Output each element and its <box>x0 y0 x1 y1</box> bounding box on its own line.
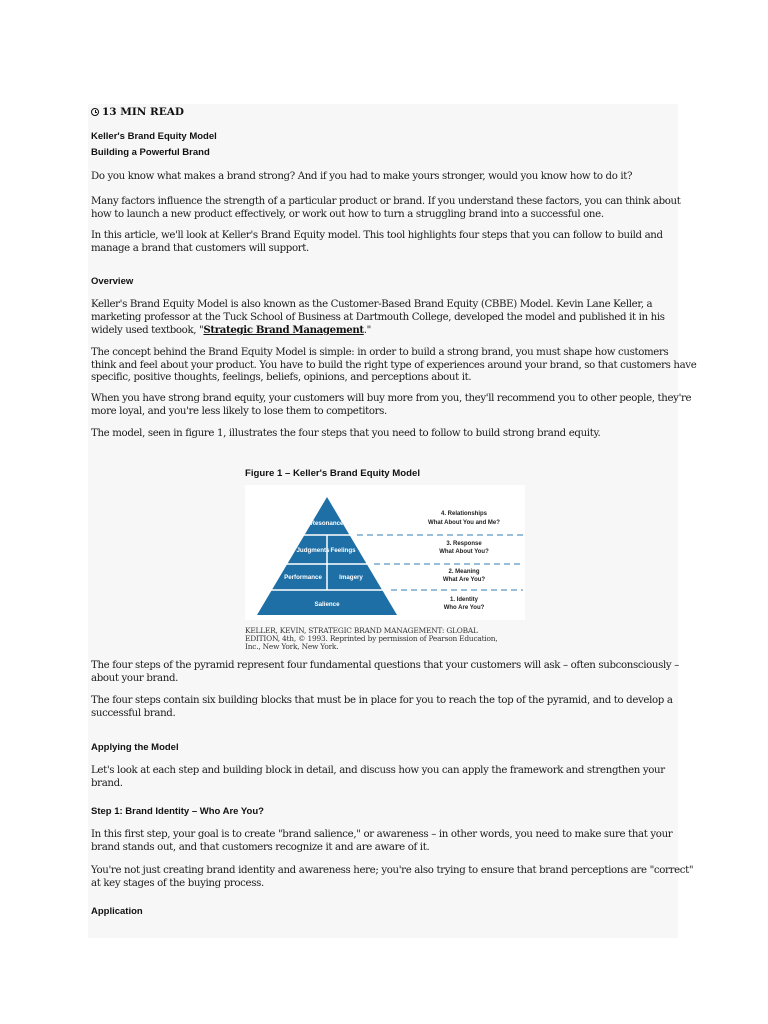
applying-paragraph: Let's look at each step and building block in detail, and discuss how you can apply the framework and strengthen your brand. <box>91 765 665 789</box>
after-figure-paragraph-2: The four steps contain six building blocks that must be in place for you to reach the top of the pyramid, and to develop a successful brand. <box>91 695 673 719</box>
applying-heading: Applying the Model <box>91 742 179 753</box>
overview-paragraph-1: Keller's Brand Equity Model is also known as the Customer-Based Brand Equity (CBBE) Model. Kevin Lane Keller, a marketing professor at the Tuck School of Business at Dartmouth College, developed the model and published it in his widely used textbook, "Strategic Brand Management." <box>91 299 665 336</box>
overview-paragraph-3: When you have strong brand equity, your customers will buy more from you, they'll recommend you to other people, they're more loyal, and you're less likely to lose them to competitors. <box>91 393 692 417</box>
block-judgments: Judgments <box>296 547 330 554</box>
intro-paragraph-3: In this article, we'll look at Keller's Brand Equity model. This tool highlights four steps that you can follow to build and manage a brand that customers will support. <box>91 230 663 254</box>
article-title: Keller's Brand Equity Model <box>91 131 217 142</box>
application-heading: Application <box>91 906 143 917</box>
step-1-question: Who Are You? <box>443 605 485 611</box>
step-3-question: What About You? <box>439 549 489 555</box>
block-imagery: Imagery <box>339 574 363 581</box>
step1-heading: Step 1: Brand Identity – Who Are You? <box>91 806 264 817</box>
block-feelings: Feelings <box>330 547 356 554</box>
overview-heading: Overview <box>91 276 134 287</box>
intro-paragraph-1: Do you know what makes a brand strong? And if you had to make yours stronger, would you know how to do it? <box>91 171 633 182</box>
block-resonance: Resonance <box>310 520 344 527</box>
figure-title: Figure 1 – Keller's Brand Equity Model <box>245 468 421 479</box>
article-subtitle: Building a Powerful Brand <box>91 147 210 158</box>
overview-paragraph-4: The model, seen in figure 1, illustrates the four steps that you need to follow to build strong brand equity. <box>91 428 601 439</box>
block-performance: Performance <box>284 574 322 581</box>
read-time-label: 13 MIN READ <box>102 106 185 118</box>
step-2-title: 2. Meaning <box>448 569 480 575</box>
strategic-brand-management-link[interactable]: Strategic Brand Management <box>203 324 364 336</box>
step-4-title: 4. Relationships <box>440 511 488 517</box>
brand-equity-pyramid-figure <box>245 485 525 620</box>
step1-paragraph-2: You're not just creating brand identity and awareness here; you're also trying to ensure that brand perceptions are "correct" at key stages of the buying process. <box>91 865 694 889</box>
step-3-title: 3. Response <box>446 541 482 547</box>
block-salience: Salience <box>314 601 340 608</box>
figure-caption: KELLER, KEVIN, STRATEGIC BRAND MANAGEMENT: GLOBAL EDITION, 4th, © 1993. Reprinted by permission of Pearson Education, Inc., New York, New York. <box>245 626 498 651</box>
step-1-title: 1. Identity <box>449 597 479 603</box>
overview-paragraph-2: The concept behind the Brand Equity Model is simple: in order to build a strong brand, you must shape how customers think and feel about your product. You have to build the right type of experiences around your brand, so that customers have specific, positive thoughts, feelings, beliefs, opinions, and perceptions about it. <box>91 347 697 383</box>
step1-paragraph-1: In this first step, your goal is to create "brand salience," or awareness – in other words, you need to make sure that your brand stands out, and that customers recognize it and are aware of it. <box>91 829 673 853</box>
step-4-question: What About You and Me? <box>428 520 500 526</box>
intro-paragraph-2: Many factors influence the strength of a particular product or brand. If you understand these factors, you can think about how to launch a new product effectively, or work out how to turn a struggling brand into a successful one. <box>91 196 681 220</box>
step-2-question: What Are You? <box>442 577 486 583</box>
after-figure-paragraph-1: The four steps of the pyramid represent four fundamental questions that your customers will ask – often subconsciously – about your brand. <box>91 660 679 684</box>
read-time <box>91 106 184 118</box>
clock-icon <box>91 108 99 116</box>
